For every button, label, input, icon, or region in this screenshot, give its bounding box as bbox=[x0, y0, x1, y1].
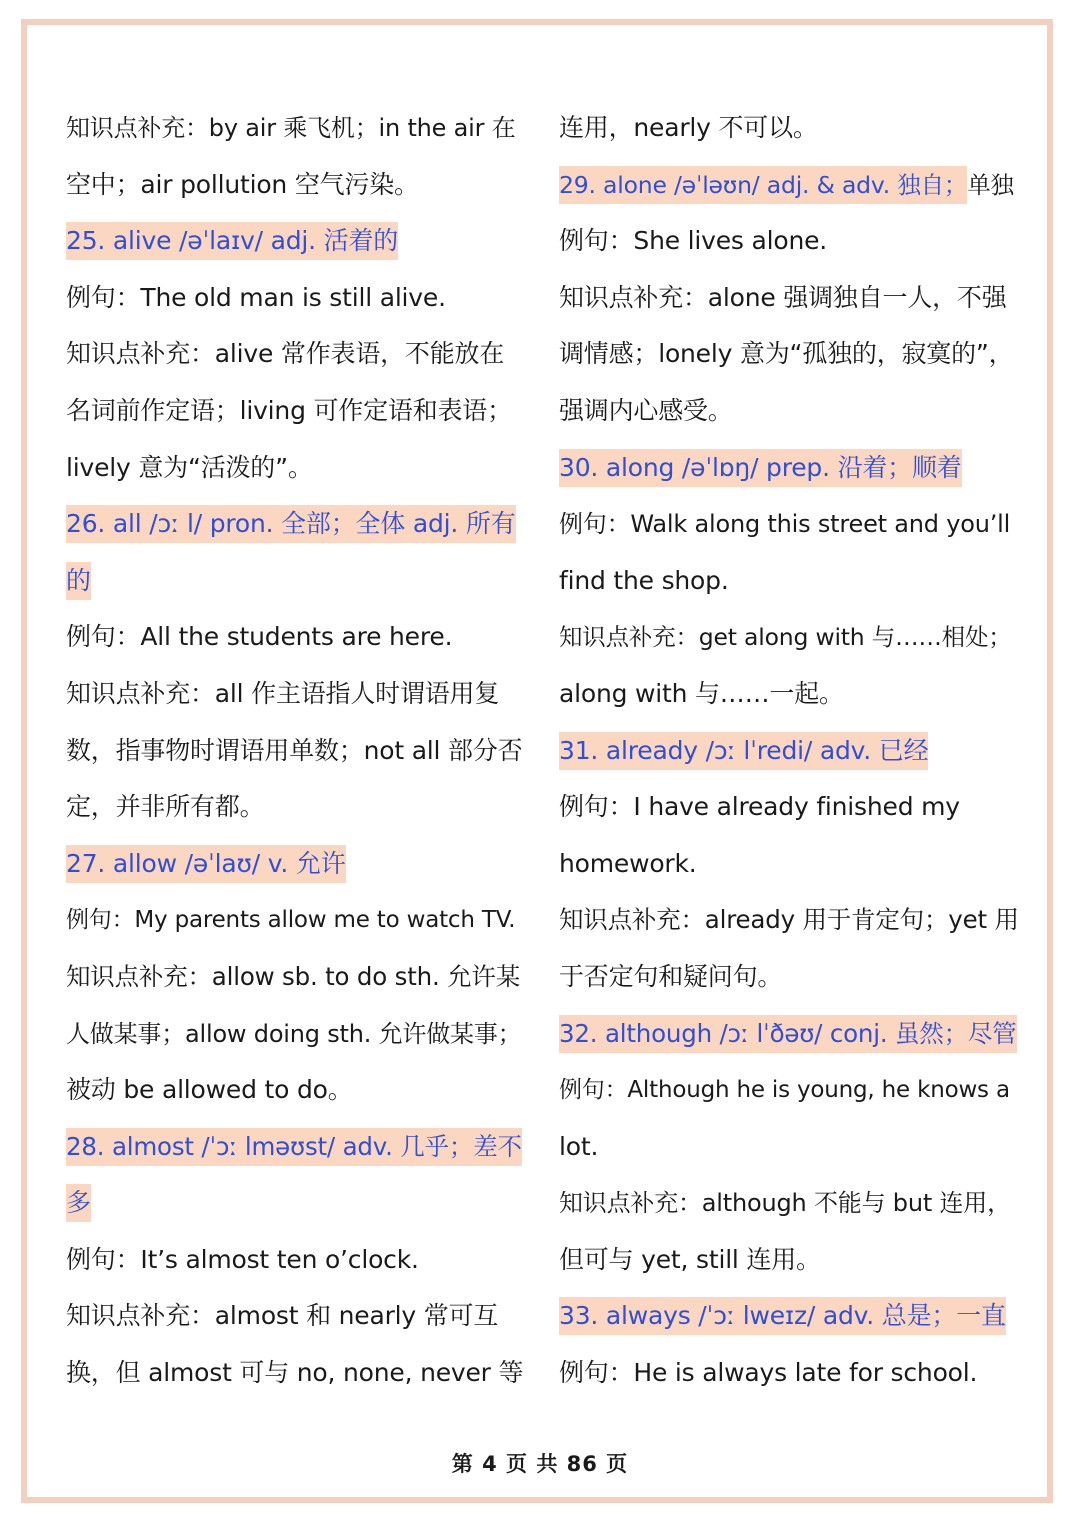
text-line bbox=[66, 892, 524, 949]
text-line bbox=[559, 383, 1019, 440]
line-text: lively 意为“活泼的”。 bbox=[66, 452, 313, 482]
line-text: 人做某事；allow doing sth. 允许做某事； bbox=[66, 1019, 522, 1048]
line-text: 数，指事物时谓语用单数；not all 部分否 bbox=[66, 735, 523, 765]
line-text: 例句：Walk along this street and you’ll bbox=[559, 510, 1011, 539]
text-line bbox=[66, 1345, 524, 1402]
text-line bbox=[559, 1119, 1019, 1176]
entry-heading-text: 28. almost /ˈɔː lməʊst/ adv. 几乎；差不 bbox=[66, 1128, 522, 1166]
text-line bbox=[66, 609, 524, 666]
line-text: 于否定句和疑问句。 bbox=[559, 961, 783, 991]
line-text: 例句：My parents allow me to watch TV. bbox=[66, 907, 516, 934]
text-line bbox=[559, 949, 1019, 1006]
line-text: 调情感；lonely 意为“孤独的，寂寞的”， bbox=[559, 339, 1014, 369]
text-line bbox=[559, 892, 1019, 949]
text-line bbox=[66, 723, 524, 780]
text-line bbox=[66, 270, 524, 327]
line-text: lot. bbox=[559, 1131, 599, 1161]
line-text: along with 与……一起。 bbox=[559, 678, 844, 708]
text-line bbox=[559, 609, 1019, 666]
entry-heading-text: 30. along /əˈlɒŋ/ prep. 沿着；顺着 bbox=[559, 449, 962, 487]
line-text: 例句：The old man is still alive. bbox=[66, 282, 446, 312]
text-line bbox=[559, 100, 1019, 157]
line-text: 知识点补充：almost 和 nearly 常可互 bbox=[66, 1301, 499, 1331]
line-text: 知识点补充：already 用于肯定句；yet 用 bbox=[559, 905, 1019, 935]
left-column bbox=[66, 100, 524, 1402]
text-line bbox=[66, 440, 524, 497]
line-text: homework. bbox=[559, 848, 697, 878]
text-line bbox=[66, 383, 524, 440]
entry-heading-text: 31. already /ɔː lˈredi/ adv. 已经 bbox=[559, 732, 928, 770]
text-line bbox=[559, 326, 1019, 383]
line-text: 连用，nearly 不可以。 bbox=[559, 113, 818, 142]
line-text: 知识点补充：alone 强调独自一人，不强 bbox=[559, 282, 1007, 312]
entry-heading bbox=[66, 1175, 524, 1232]
line-text: 知识点补充：allow sb. to do sth. 允许某 bbox=[66, 961, 521, 991]
text-line bbox=[559, 1175, 1019, 1232]
text-line bbox=[66, 1006, 524, 1063]
entry-heading-text: 26. all /ɔː l/ pron. 全部；全体 adj. 所有 bbox=[66, 505, 516, 543]
entry-heading-text: 25. alive /əˈlaɪv/ adj. 活着的 bbox=[66, 222, 398, 260]
entry-heading bbox=[559, 157, 1019, 214]
line-text: 定，并非所有都。 bbox=[66, 792, 265, 822]
entry-heading bbox=[66, 213, 524, 270]
text-line bbox=[559, 1232, 1019, 1289]
page-number-footer: 第 4 页 共 86 页 bbox=[451, 1452, 629, 1476]
text-line bbox=[559, 836, 1019, 893]
entry-heading-text: 多 bbox=[66, 1184, 91, 1222]
text-line bbox=[559, 666, 1019, 723]
text-line bbox=[66, 1288, 524, 1345]
text-line bbox=[559, 213, 1019, 270]
entry-heading bbox=[559, 1288, 1019, 1345]
entry-heading bbox=[559, 440, 1019, 497]
entry-heading-text: 29. alone /əˈləʊn/ adj. & adv. 独自； bbox=[559, 166, 967, 204]
line-text: 换，但 almost 可与 no, none, never 等 bbox=[66, 1358, 524, 1388]
text-line bbox=[66, 100, 524, 157]
line-text: 例句：I have already finished my bbox=[559, 792, 960, 822]
entry-heading bbox=[559, 1006, 1019, 1063]
text-line bbox=[66, 326, 524, 383]
text-line bbox=[66, 157, 524, 214]
line-text: 知识点补充：by air 乘飞机；in the air 在 bbox=[66, 114, 516, 142]
line-text: 空中；air pollution 空气污染。 bbox=[66, 169, 419, 199]
line-text: 强调内心感受。 bbox=[559, 395, 733, 425]
line-text: 例句：Although he is young, he knows a bbox=[559, 1077, 1010, 1104]
line-text: 知识点补充：alive 常作表语，不能放在 bbox=[66, 339, 505, 369]
right-column bbox=[559, 100, 1019, 1402]
text-line bbox=[559, 496, 1019, 553]
text-line bbox=[559, 1062, 1019, 1119]
entry-heading-text: 32. although /ɔː lˈðəʊ/ conj. 虽然；尽管 bbox=[559, 1015, 1017, 1053]
text-line bbox=[559, 779, 1019, 836]
entry-heading-text: 27. allow /əˈlaʊ/ v. 允许 bbox=[66, 845, 346, 883]
text-line bbox=[559, 553, 1019, 610]
line-text: 知识点补充：although 不能与 but 连用， bbox=[559, 1189, 1011, 1218]
entry-heading bbox=[66, 836, 524, 893]
entry-heading-text: 的 bbox=[66, 562, 91, 600]
text-line bbox=[559, 270, 1019, 327]
line-text: 例句：He is always late for school. bbox=[559, 1358, 978, 1388]
entry-heading bbox=[66, 496, 524, 553]
line-text: 知识点补充：get along with 与……相处； bbox=[559, 623, 1012, 652]
text-line bbox=[66, 1062, 524, 1119]
entry-heading bbox=[66, 1119, 524, 1176]
text-line bbox=[66, 779, 524, 836]
text-line bbox=[66, 1232, 524, 1289]
line-text: 但可与 yet, still 连用。 bbox=[559, 1244, 821, 1274]
entry-heading bbox=[66, 553, 524, 610]
line-text: 名词前作定语；living 可作定语和表语； bbox=[66, 395, 512, 425]
line-text: 知识点补充：all 作主语指人时谓语用复 bbox=[66, 678, 500, 708]
text-line bbox=[66, 949, 524, 1006]
text-line bbox=[66, 666, 524, 723]
line-text: 例句：All the students are here. bbox=[66, 622, 453, 652]
entry-heading bbox=[559, 723, 1019, 780]
line-text: 例句：It’s almost ten o’clock. bbox=[66, 1244, 419, 1274]
line-text: 例句：She lives alone. bbox=[559, 226, 828, 256]
line-text: find the shop. bbox=[559, 565, 729, 595]
line-text: 被动 be allowed to do。 bbox=[66, 1075, 353, 1105]
entry-heading-tail: 单独 bbox=[967, 170, 1014, 199]
entry-heading-text: 33. always /ˈɔː lweɪz/ adv. 总是；一直 bbox=[559, 1297, 1006, 1335]
text-line bbox=[559, 1345, 1019, 1402]
